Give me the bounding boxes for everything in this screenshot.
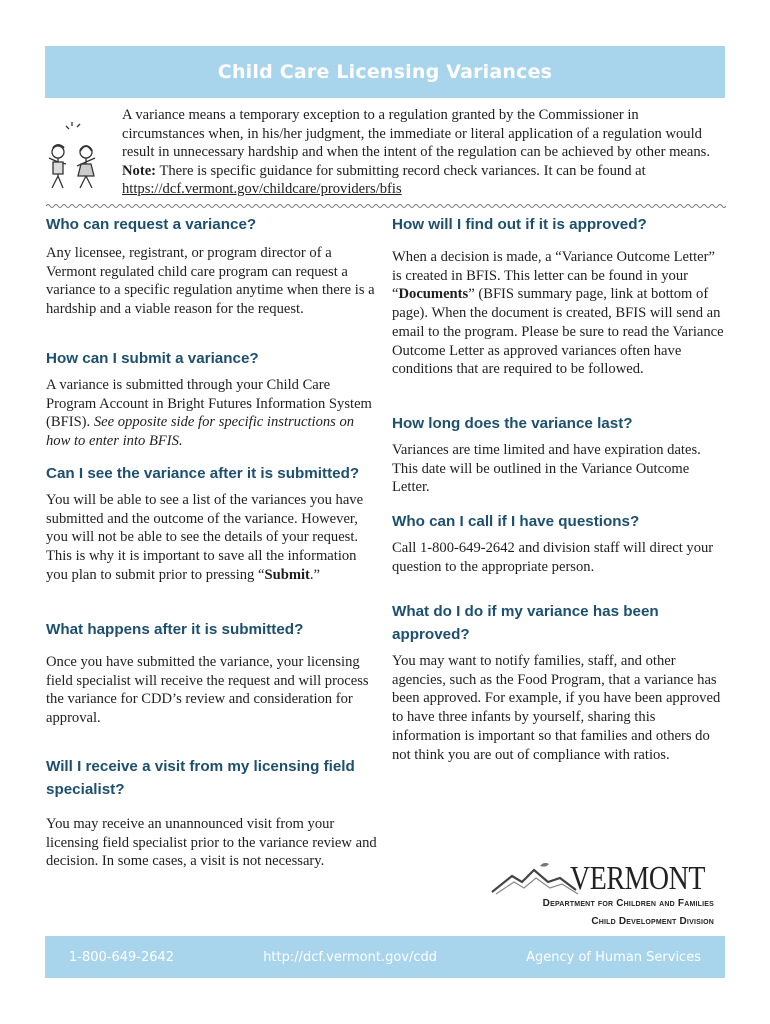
section-visit: [46, 755, 381, 871]
children-illustration-icon: [44, 118, 106, 198]
footer-url[interactable]: http://dcf.vermont.gov/cdd: [263, 949, 437, 965]
section-body: You may receive an unannounced visit from your licensing field specialist prior to the variance review and decision. In some cases, a visit is not necessary.: [46, 816, 377, 870]
section-body: Call 1-800-649-2642 and division staff will direct your question to the appropriate person.: [392, 540, 714, 575]
section-body-end: .”: [309, 566, 321, 583]
mountain-logo-icon: [490, 860, 580, 896]
logo-wordmark: VERMONT: [570, 860, 705, 897]
wavy-divider: [46, 202, 726, 210]
documents-word: Documents: [398, 286, 469, 303]
section-body: Any licensee, registrant, or program director of a Vermont regulated child care program can request a variance to a specific regulation anytime when there is a hardship and a viable reason for the request.: [46, 245, 375, 318]
section-body-text: You will be able to see a list of the variances you have submitted and the outcome of the variance. However, you will not be able to see the details of your request. This is why it is important to save all the information you plan to submit prior to pressing “: [46, 492, 364, 583]
section-heading: Will I receive a visit from my licensing field specialist?: [46, 758, 355, 798]
section-heading: Who can I call if I have questions?: [392, 513, 640, 530]
section-body: You may want to notify families, staff, and other agencies, such as the Food Program, that a variance has been approved. For example, if you have been approved to have three infants by yourself, sharing this information is important so that families and others do not think you are out of compliance with ratios.: [392, 653, 721, 763]
note-label: Note:: [122, 162, 157, 179]
section-how-submit: [46, 348, 381, 451]
section-body: Variances are time limited and have expiration dates. This date will be outlined in the Variance Outcome Letter.: [392, 442, 701, 496]
submit-word: Submit: [264, 566, 310, 583]
section-heading: How can I submit a variance?: [46, 350, 259, 367]
section-how-long: [392, 413, 726, 497]
section-heading: Who can request a variance?: [46, 216, 257, 233]
section-find-out: [392, 214, 726, 379]
intro-paragraph: [122, 106, 722, 199]
section-heading: How will I find out if it is approved?: [392, 216, 647, 233]
page-title: Child Care Licensing Variances: [217, 61, 553, 83]
section-body: Once you have submitted the variance, your licensing field specialist will receive the request and will process the variance for CDD’s review and consideration for approval.: [46, 654, 369, 727]
logo-division: Child Development Division: [591, 916, 714, 927]
section-what-happens: [46, 619, 381, 728]
footer-agency: Agency of Human Services: [526, 949, 701, 965]
section-body-text: A variance is submitted through your Child Care Program Account in Bright Futures Information System (BFIS).: [46, 377, 372, 431]
section-see-variance: [46, 463, 381, 585]
intro-text: A variance means a temporary exception to a regulation granted by the Commissioner in circumstances when, in his/her judgment, the immediate or literal application of a regulation would result in unnecessary hardship and when the intent of the regulation can be achieved by other means.: [122, 107, 711, 160]
section-body-end: ” (BFIS summary page, link at bottom of page). When the document is created, BFIS will send an email to the program. Please be sure to read the Variance Outcome Letter as approved variances often have conditions that are required to be followed.: [392, 286, 724, 378]
section-body-text: When a decision is made, a “Variance Outcome Letter” is created in BFIS. This letter can be found in your “: [392, 249, 715, 303]
section-body: [46, 376, 381, 451]
footer-phone[interactable]: 1-800-649-2642: [69, 949, 175, 965]
section-body-italic: See opposite side for specific instructions on how to enter into BFIS.: [46, 414, 355, 450]
section-body: [392, 248, 726, 379]
section-body: [46, 491, 381, 585]
section-who-can-request: [46, 214, 381, 319]
section-heading: Can I see the variance after it is submitted?: [46, 465, 360, 482]
vermont-logo: [490, 860, 730, 930]
footer-bar: [45, 936, 725, 978]
section-approved: [392, 600, 726, 764]
section-who-to-call: [392, 511, 726, 576]
bfis-link[interactable]: https://dcf.vermont.gov/childcare/providers/bfis: [122, 181, 402, 197]
title-banner: [45, 46, 725, 98]
section-heading: What do I do if my variance has been approved?: [392, 603, 659, 643]
logo-department: Department for Children and Families: [542, 898, 714, 909]
note-text: There is specific guidance for submitting record check variances. It can be found at: [159, 162, 646, 179]
section-heading: What happens after it is submitted?: [46, 621, 304, 638]
section-heading: How long does the variance last?: [392, 415, 633, 432]
